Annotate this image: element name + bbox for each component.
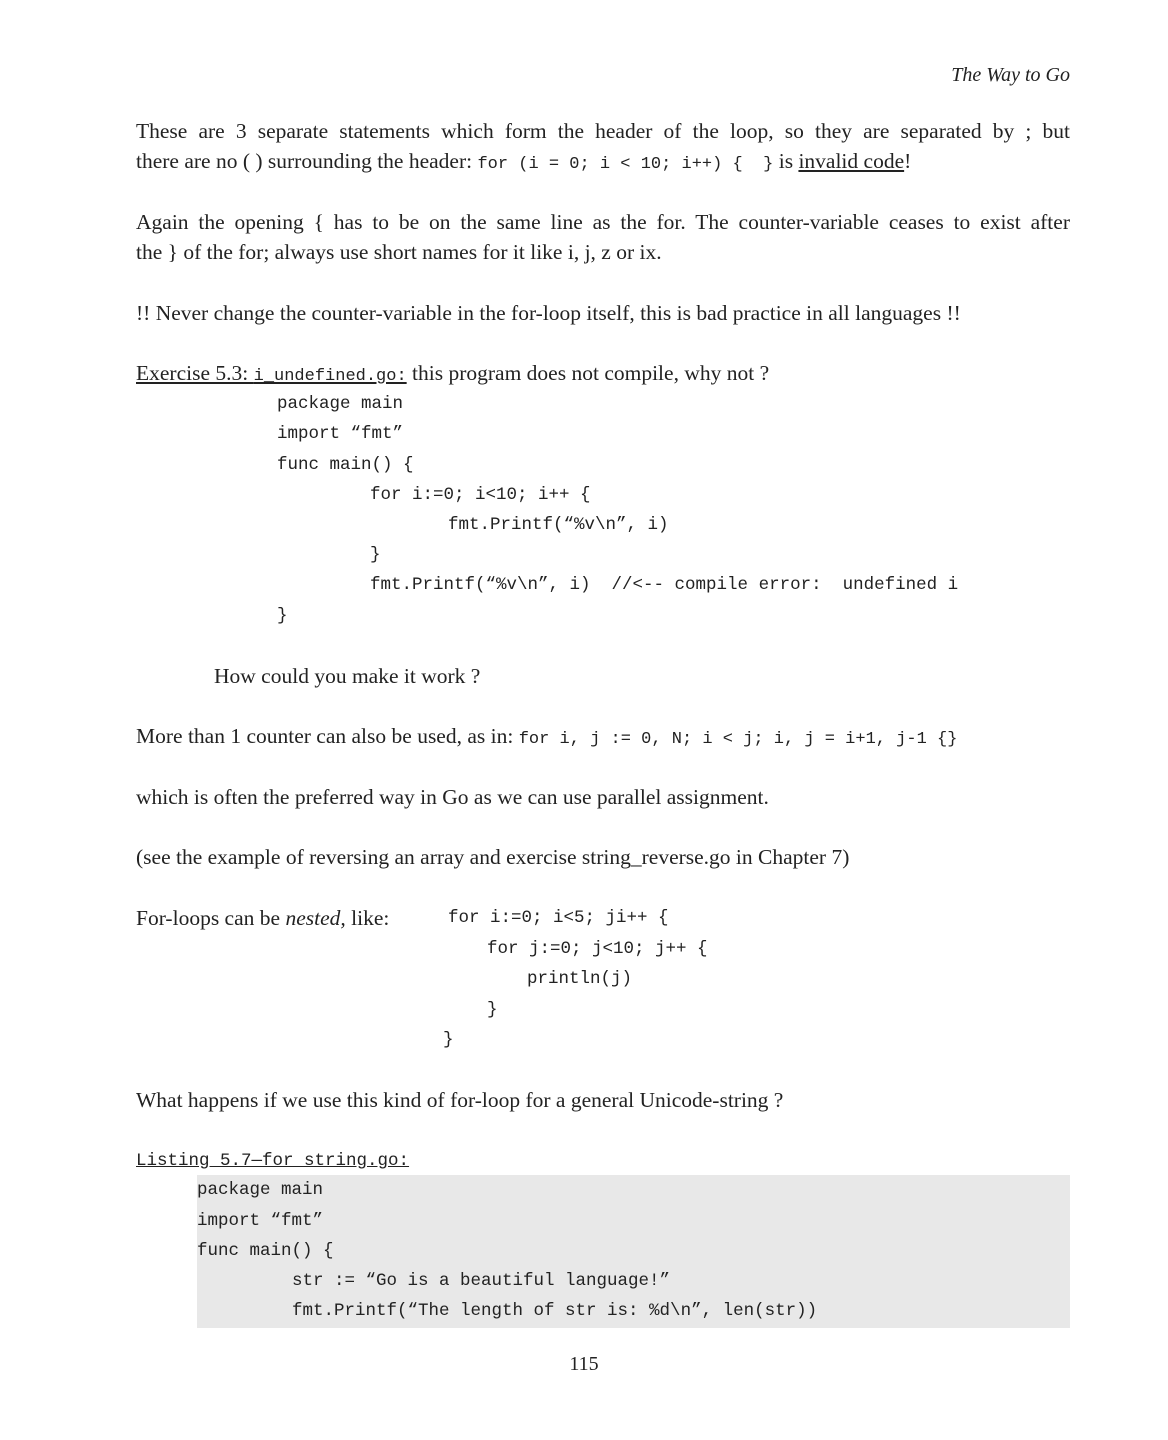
paragraph: For-loops can be nested, like: <box>136 906 390 930</box>
paragraph: More than 1 counter can also be used, as in: for i, j := 0, N; i < j; i, j = i+1, j-1 {} <box>136 724 958 749</box>
code-line: import “fmt” <box>197 1211 324 1231</box>
code-line: } <box>487 1000 498 1020</box>
code-line: for i:=0; i<5; ji++ { <box>448 908 669 928</box>
text: there are no ( ) surrounding the header: <box>136 149 478 173</box>
paragraph: (see the example of reversing an array and exercise string_reverse.go in Chapter 7) <box>136 845 850 869</box>
exercise-heading: Exercise 5.3: i_undefined.go: this program does not compile, why not ? <box>136 361 770 386</box>
code-line: package main <box>197 1180 324 1200</box>
invalid-code-link[interactable]: invalid code <box>798 149 905 173</box>
paragraph-line: the } of the for; always use short names for it like i, j, z or ix. <box>136 240 662 264</box>
text: is <box>773 149 799 173</box>
code-line: func main() { <box>197 1241 334 1261</box>
code-line: println(j) <box>527 969 633 989</box>
code-line: str := “Go is a beautiful language!” <box>292 1271 671 1291</box>
code-line: } <box>277 606 288 626</box>
code-line: } <box>370 545 381 565</box>
paragraph-line <box>136 149 911 177</box>
code-line: fmt.Printf(“The length of str is: %d\n”, len(str)) <box>292 1301 818 1321</box>
code-line: func main() { <box>277 455 414 475</box>
listing-title: Listing 5.7—for_string.go: <box>136 1151 410 1171</box>
page-number: 115 <box>569 1353 599 1375</box>
code-line: fmt.Printf(“%v\n”, i) <box>448 515 669 535</box>
code-line: package main <box>277 394 404 414</box>
inline-code: for (i = 0; i < 10; i++) { } <box>477 155 774 174</box>
paragraph-line: These are 3 separate statements which form the header of the loop, so they are separated by ; but <box>136 119 1070 143</box>
code-line: } <box>443 1030 454 1050</box>
paragraph-line: Again the opening { has to be on the same line as the for. The counter-variable ceases to exist after <box>136 210 1070 234</box>
warning-paragraph: !! Never change the counter-variable in the for-loop itself, this is bad practice in all languages !! <box>136 301 961 325</box>
paragraph: What happens if we use this kind of for-loop for a general Unicode-string ? <box>136 1088 784 1112</box>
question: How could you make it work ? <box>214 664 481 688</box>
paragraph: which is often the preferred way in Go as we can use parallel assignment. <box>136 785 769 809</box>
exercise-label: Exercise 5.3: i_undefined.go: <box>136 361 407 386</box>
code-line: import “fmt” <box>277 424 404 444</box>
running-header: The Way to Go <box>951 64 1070 86</box>
code-line: for j:=0; j<10; j++ { <box>487 939 708 959</box>
inline-code: for i, j := 0, N; i < j; i, j = i+1, j-1 {} <box>518 730 958 749</box>
code-line: for i:=0; i<10; i++ { <box>370 485 591 505</box>
text: ! <box>904 149 912 173</box>
code-line: fmt.Printf(“%v\n”, i) //<-- compile error: undefined i <box>370 575 959 595</box>
